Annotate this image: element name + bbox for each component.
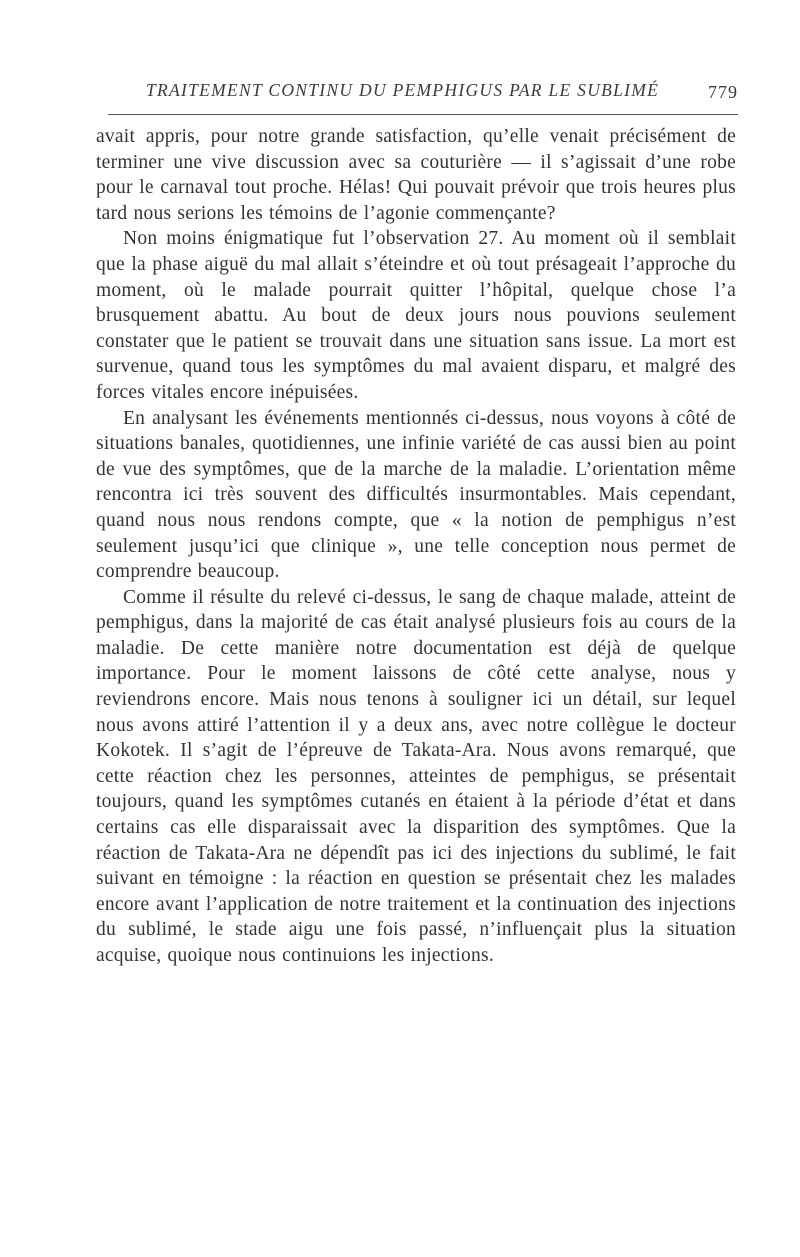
body-text	[96, 124, 736, 969]
paragraph-4: Comme il résulte du relevé ci-dessus, le sang de chaque malade, atteint de pemphigus, dans la majorité de cas était analysé plusieurs fois au cours de la maladie. De cette manière notre documentation est déjà de quelque importance. Pour le moment laissons de côté cette analyse, nous y reviendrons encore. Mais nous tenons à souligner ici un détail, sur lequel nous avons attiré l’attention il y a deux ans, avec notre collègue le docteur Kokotek. Il s’agit de l’épreuve de Takata-Ara. Nous avons remarqué, que cette réaction chez les personnes, atteintes de pemphigus, se présentait toujours, quand les symptômes cutanés en étaient à la période d’état et dans certains cas elle disparaissait avec la disparition des symptômes. Que la réaction de Takata-Ara ne dépendît pas ici des injections du sublimé, le fait suivant en témoigne : la réaction en question se présentait chez les malades encore avant l’application de notre traitement et la continuation des injections du sublimé, le stade aigu une fois passé, n’influençait plus la situation acquise, quoique nous continuions les injections.	[96, 586, 736, 966]
running-head	[108, 76, 738, 110]
paragraph-1: avait appris, pour notre grande satisfaction, qu’elle venait précisément de terminer une vive discussion avec sa couturière — il s’agissait d’une robe pour le carnaval tout proche. Hélas! Qui pouvait prévoir que trois heures plus tard nous serions les témoins de l’agonie commençante?	[96, 126, 736, 224]
paragraph-2: Non moins énigmatique fut l’observation 27. Au moment où il semblait que la phase aiguë du mal allait s’éteindre et où tout présageait l’approche du moment, où le malade pourrait quitter l’hôpital, quelque chose l’a brusquement abattu. Au bout de deux jours nous pouvions seulement constater que le patient se trouvait dans une situation sans issue. La mort est survenue, quand tous les symptômes du mal avaient disparu, et malgré des forces vitales encore inépuisées.	[96, 228, 736, 403]
paragraph-3: En analysant les événements mentionnés ci-dessus, nous voyons à côté de situations banales, quotidiennes, une infinie variété de cas aussi bien au point de vue des symptômes, que de la marche de la maladie. L’orientation même rencontra ici très souvent des difficultés insurmontables. Mais cependant, quand nous nous rendons compte, que « la notion de pemphigus n’est seulement jusqu’ici que clinique », une telle conception nous permet de comprendre beaucoup.	[96, 407, 736, 583]
header-rule	[108, 114, 738, 115]
running-title: TRAITEMENT CONTINU DU PEMPHIGUS PAR LE SUBLIMÉ	[146, 80, 660, 100]
page-number: 779	[708, 82, 738, 102]
